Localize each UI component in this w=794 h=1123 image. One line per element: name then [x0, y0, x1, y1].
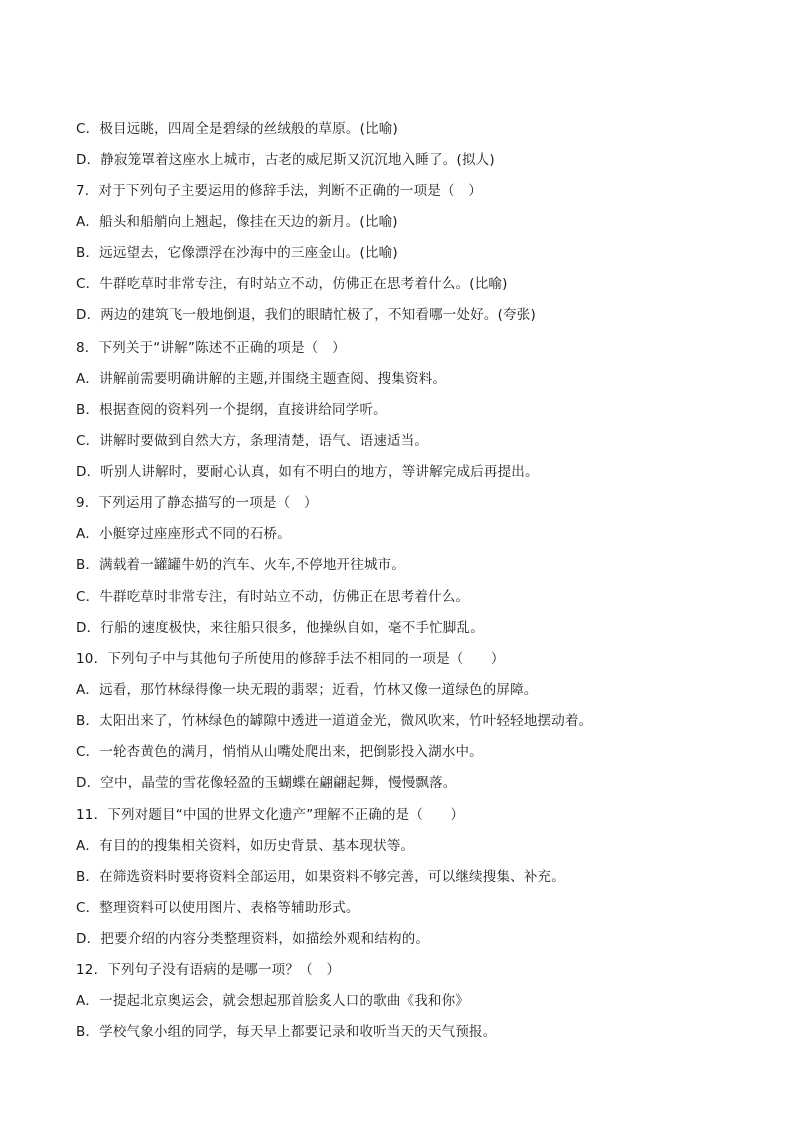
question-9: 9．下列运用了静态描写的一项是（ ）: [76, 495, 318, 511]
option-b-q11: B．在筛选资料时要将资料全部运用，如果资料不够完善，可以继续搜集、补充。: [76, 869, 565, 885]
option-a-q7: A．船头和船艄向上翘起，像挂在天边的新月。(比喻): [76, 214, 398, 230]
option-d-q9: D．行船的速度极快，来往船只很多，他操纵自如，毫不手忙脚乱。: [76, 620, 484, 636]
option-a-q9: A．小艇穿过座座形式不同的石桥。: [76, 526, 291, 542]
option-b-q9: B．满载着一罐罐牛奶的汽车、火车,不停地开往城市。: [76, 557, 406, 573]
option-c-q9: C．牛群吃草时非常专注，有时站立不动，仿佛正在思考着什么。: [76, 589, 470, 605]
option-c-q11: C．整理资料可以使用图片、表格等辅助形式。: [76, 900, 360, 916]
option-d-q10: D．空中，晶莹的雪花像轻盈的玉蝴蝶在翩翩起舞，慢慢飘落。: [76, 775, 457, 791]
option-d-q7: D．两边的建筑飞一般地倒退，我们的眼睛忙极了，不知看哪一处好。(夸张): [76, 307, 536, 323]
question-12: 12．下列句子没有语病的是哪一项？（ ）: [76, 962, 341, 978]
option-a-q10: A．远看，那竹林绿得像一块无瑕的翡翠；近看，竹林又像一道绿色的屏障。: [76, 682, 538, 698]
option-a-q8: A．讲解前需要明确讲解的主题,并围绕主题查阅、搜集资料。: [76, 371, 447, 387]
question-10: 10．下列句子中与其他句子所使用的修辞手法不相同的一项是（ ）: [76, 651, 505, 667]
option-b-q7: B．远远望去，它像漂浮在沙海中的三座金山。(比喻): [76, 245, 398, 261]
question-11: 11．下列对题目“中国的世界文化遗产”理解不正确的是（ ）: [76, 807, 465, 823]
option-a-q12: A．一提起北京奥运会，就会想起那首脍炙人口的歌曲《我和你》: [76, 993, 470, 1009]
option-d-q11: D．把要介绍的内容分类整理资料，如描绘外观和结构的。: [76, 931, 430, 947]
option-a-q11: A．有目的的搜集相关资料，如历史背景、基本现状等。: [76, 838, 415, 854]
option-b-q12: B．学校气象小组的同学，每天早上都要记录和收听当天的天气预报。: [76, 1024, 497, 1040]
option-c-q8: C．讲解时要做到自然大方，条理清楚，语气、语速适当。: [76, 433, 429, 449]
question-7: 7．对于下列句子主要运用的修辞手法，判断不正确的一项是（ ）: [76, 183, 483, 199]
option-d-q6: D．静寂笼罩着这座水上城市，古老的威尼斯又沉沉地入睡了。(拟人): [76, 152, 495, 168]
option-c-q10: C．一轮杏黄色的满月，悄悄从山嘴处爬出来，把倒影投入湖水中。: [76, 744, 483, 760]
option-c-q6: C．极目远眺，四周全是碧绿的丝绒般的草原。(比喻): [76, 121, 398, 137]
option-d-q8: D．听别人讲解时，要耐心认真，如有不明白的地方，等讲解完成后再提出。: [76, 464, 539, 480]
option-b-q10: B．太阳出来了，竹林绿色的罅隙中透进一道道金光，微风吹来，竹叶轻轻地摆动着。: [76, 713, 593, 729]
question-8: 8．下列关于“讲解”陈述不正确的项是（ ）: [76, 340, 346, 356]
option-c-q7: C．牛群吃草时非常专注，有时站立不动，仿佛正在思考着什么。(比喻): [76, 276, 508, 292]
option-b-q8: B．根据查阅的资料列一个提纲，直接讲给同学听。: [76, 402, 387, 418]
